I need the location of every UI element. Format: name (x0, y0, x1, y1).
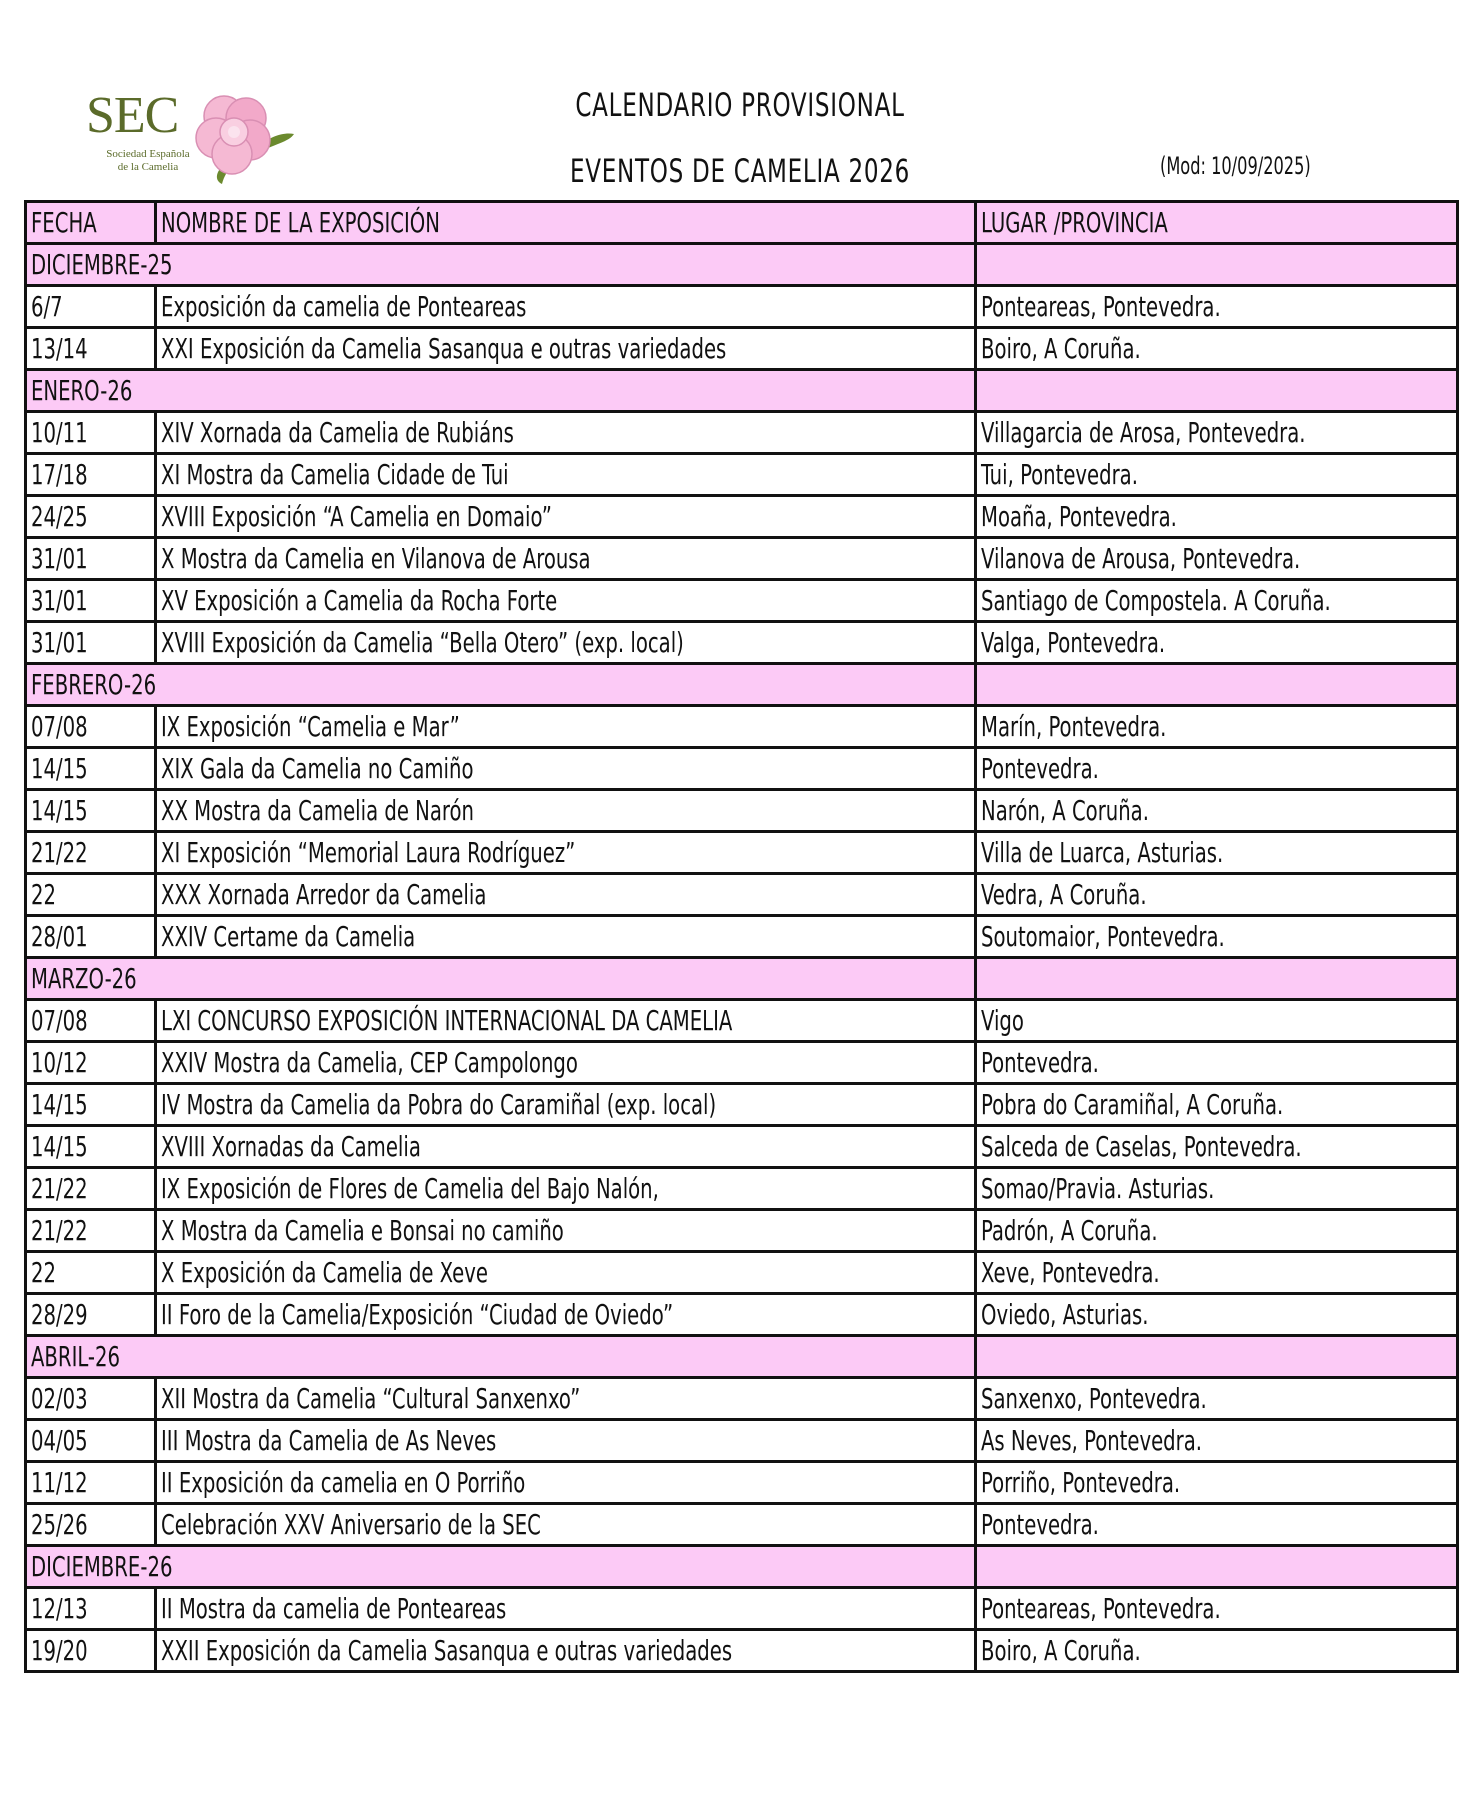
event-name (156, 748, 976, 790)
event-date (26, 1042, 156, 1084)
event-name-text: XV Exposición a Camelia da Rocha Forte (161, 584, 558, 617)
event-date-text: 25/26 (31, 1508, 88, 1541)
event-place (976, 496, 1458, 538)
event-place-text: Sanxenxo, Pontevedra. (981, 1382, 1207, 1415)
event-place (976, 538, 1458, 580)
event-name (156, 1462, 976, 1504)
month-label (26, 244, 976, 286)
event-name (156, 916, 976, 958)
event-name (156, 538, 976, 580)
event-date-text: 31/01 (31, 584, 88, 617)
event-date-text: 07/08 (31, 710, 88, 743)
event-name (156, 1378, 976, 1420)
table-row (26, 1168, 1458, 1210)
event-date (26, 580, 156, 622)
event-place-text: Valga, Pontevedra. (981, 626, 1166, 659)
event-place (976, 1462, 1458, 1504)
event-name-text: XVIII Exposición “A Camelia en Domaio” (161, 500, 552, 533)
table-row (26, 1504, 1458, 1546)
event-name-text: XII Mostra da Camelia “Cultural Sanxenxo” (161, 1382, 581, 1415)
title-line-2: EVENTOS DE CAMELIA 2026 (569, 152, 911, 190)
event-date-text: 17/18 (31, 458, 88, 491)
logo-subtitle-line2: de la Camelia (117, 161, 179, 173)
event-place-text: Vigo (981, 1004, 1024, 1037)
event-name-text: X Mostra da Camelia e Bonsai no camiño (161, 1214, 564, 1247)
event-name (156, 1630, 976, 1672)
table-row (26, 874, 1458, 916)
event-place-text: Vilanova de Arousa, Pontevedra. (981, 542, 1301, 575)
logo-subtitle-line1: Sociedad Española (106, 148, 190, 160)
table-row (26, 1210, 1458, 1252)
event-place (976, 916, 1458, 958)
event-name-text: XI Exposición “Memorial Laura Rodríguez” (161, 836, 576, 869)
logo-letters: SEC (86, 87, 179, 144)
table-row (26, 328, 1458, 370)
event-name-text: XXIV Certame da Camelia (161, 920, 416, 953)
event-place-text: Ponteareas, Pontevedra. (981, 290, 1221, 323)
event-place-text: Marín, Pontevedra. (981, 710, 1167, 743)
event-place (976, 580, 1458, 622)
column-header-date-text: FECHA (31, 206, 97, 239)
event-name-text: Celebración XXV Aniversario de la SEC (161, 1508, 541, 1541)
event-date-text: 31/01 (31, 542, 88, 575)
event-date (26, 622, 156, 664)
table-row (26, 412, 1458, 454)
event-date-text: 31/01 (31, 626, 88, 659)
event-date (26, 748, 156, 790)
event-date (26, 496, 156, 538)
month-row (26, 958, 1458, 1000)
event-date-text: 24/25 (31, 500, 88, 533)
table-header-row (26, 202, 1458, 244)
event-place-text: Pontevedra. (981, 752, 1099, 785)
table-row (26, 286, 1458, 328)
month-label-text: ABRIL-26 (31, 1340, 121, 1373)
event-place (976, 1504, 1458, 1546)
month-row (26, 1546, 1458, 1588)
month-label (26, 958, 976, 1000)
event-date (26, 706, 156, 748)
event-name (156, 1084, 976, 1126)
event-date (26, 1252, 156, 1294)
event-date-text: 13/14 (31, 332, 88, 365)
event-date (26, 832, 156, 874)
event-name-text: XX Mostra da Camelia de Narón (161, 794, 474, 827)
event-place (976, 1252, 1458, 1294)
event-name (156, 1000, 976, 1042)
event-name-text: IV Mostra da Camelia da Pobra do Caramiñal (exp. local) (161, 1088, 717, 1121)
event-place (976, 1084, 1458, 1126)
month-label-text: DICIEMBRE-26 (31, 1550, 173, 1583)
event-name (156, 1252, 976, 1294)
event-date-text: 28/01 (31, 920, 88, 953)
sec-logo (86, 87, 296, 185)
event-name (156, 1420, 976, 1462)
event-place-text: Vedra, A Coruña. (981, 878, 1147, 911)
event-place (976, 1210, 1458, 1252)
modified-date: (Mod: 10/09/2025) (1160, 152, 1311, 180)
event-name-text: Exposición da camelia de Ponteareas (161, 290, 527, 323)
event-place-text: Xeve, Pontevedra. (981, 1256, 1160, 1289)
event-place-text: Tui, Pontevedra. (981, 458, 1138, 491)
event-name (156, 1042, 976, 1084)
event-place (976, 832, 1458, 874)
event-name-text: XIX Gala da Camelia no Camiño (161, 752, 474, 785)
event-place-text: Soutomaior, Pontevedra. (981, 920, 1225, 953)
page-title (560, 72, 920, 204)
event-name (156, 496, 976, 538)
event-name (156, 412, 976, 454)
event-name-text: XVIII Xornadas da Camelia (161, 1130, 421, 1163)
event-date (26, 1630, 156, 1672)
event-date (26, 1462, 156, 1504)
event-place-text: Villa de Luarca, Asturias. (981, 836, 1224, 869)
event-date (26, 286, 156, 328)
event-date-text: 22 (31, 1256, 56, 1289)
event-place-text: Pontevedra. (981, 1046, 1099, 1079)
event-place-text: Salceda de Caselas, Pontevedra. (981, 1130, 1302, 1163)
event-name (156, 706, 976, 748)
event-date (26, 1000, 156, 1042)
month-label (26, 1336, 976, 1378)
event-name-text: III Mostra da Camelia de As Neves (161, 1424, 497, 1457)
table-row (26, 706, 1458, 748)
event-date (26, 1210, 156, 1252)
table-row (26, 622, 1458, 664)
event-name (156, 286, 976, 328)
event-date (26, 454, 156, 496)
event-place (976, 328, 1458, 370)
event-place (976, 748, 1458, 790)
event-place (976, 286, 1458, 328)
event-place-text: Somao/Pravia. Asturias. (981, 1172, 1215, 1205)
event-date (26, 790, 156, 832)
table-row (26, 1630, 1458, 1672)
table-row (26, 580, 1458, 622)
event-name (156, 580, 976, 622)
column-header-date (26, 202, 156, 244)
event-place (976, 1126, 1458, 1168)
event-place-text: Pobra do Caramiñal, A Coruña. (981, 1088, 1284, 1121)
event-name-text: XIV Xornada da Camelia de Rubiáns (161, 416, 514, 449)
event-name (156, 1210, 976, 1252)
event-date-text: 21/22 (31, 1214, 88, 1247)
event-date-text: 11/12 (31, 1466, 88, 1499)
event-name (156, 454, 976, 496)
event-place (976, 1630, 1458, 1672)
table-row (26, 748, 1458, 790)
month-label-text: DICIEMBRE-25 (31, 248, 173, 281)
events-table-body (26, 202, 1458, 1672)
table-row (26, 1084, 1458, 1126)
event-date-text: 12/13 (31, 1592, 88, 1625)
event-date (26, 1126, 156, 1168)
event-name-text: XXII Exposición da Camelia Sasanqua e outras variedades (161, 1634, 733, 1667)
event-name-text: XXI Exposición da Camelia Sasanqua e outras variedades (161, 332, 727, 365)
event-name-text: XVIII Exposición da Camelia “Bella Otero” (exp. local) (161, 626, 684, 659)
event-name-text: IX Exposición “Camelia e Mar” (161, 710, 460, 743)
event-date-text: 02/03 (31, 1382, 88, 1415)
event-place (976, 706, 1458, 748)
event-date-text: 22 (31, 878, 56, 911)
event-place (976, 622, 1458, 664)
event-place-text: Porriño, Pontevedra. (981, 1466, 1181, 1499)
table-row (26, 1462, 1458, 1504)
table-row (26, 1588, 1458, 1630)
event-name (156, 1504, 976, 1546)
table-row (26, 1420, 1458, 1462)
table-row (26, 1252, 1458, 1294)
event-name-text: XI Mostra da Camelia Cidade de Tui (161, 458, 509, 491)
event-date (26, 1588, 156, 1630)
event-date-text: 14/15 (31, 752, 88, 785)
event-place-text: Boiro, A Coruña. (981, 1634, 1141, 1667)
column-header-name (156, 202, 976, 244)
column-header-name-text: NOMBRE DE LA EXPOSICIÓN (161, 206, 440, 239)
event-date-text: 14/15 (31, 1088, 88, 1121)
column-header-place-text: LUGAR /PROVINCIA (981, 206, 1168, 239)
event-date (26, 874, 156, 916)
month-label (26, 370, 976, 412)
event-place (976, 1420, 1458, 1462)
event-date (26, 1504, 156, 1546)
event-name (156, 1126, 976, 1168)
table-row (26, 1042, 1458, 1084)
month-label-text: FEBRERO-26 (31, 668, 157, 701)
month-place-empty (976, 1336, 1458, 1378)
event-date (26, 1294, 156, 1336)
event-place (976, 454, 1458, 496)
event-name-text: LXI CONCURSO EXPOSICIÓN INTERNACIONAL DA CAMELIA (161, 1004, 733, 1037)
event-place (976, 412, 1458, 454)
event-date (26, 412, 156, 454)
event-place (976, 1378, 1458, 1420)
event-date (26, 538, 156, 580)
event-name (156, 790, 976, 832)
event-date (26, 1420, 156, 1462)
event-date (26, 916, 156, 958)
event-name-text: II Foro de la Camelia/Exposición “Ciudad de Oviedo” (161, 1298, 674, 1331)
event-date-text: 10/12 (31, 1046, 88, 1079)
table-row (26, 1126, 1458, 1168)
title-line-1: CALENDARIO PROVISIONAL (575, 86, 905, 124)
event-date-text: 6/7 (31, 290, 63, 323)
month-place-empty (976, 370, 1458, 412)
event-date (26, 1378, 156, 1420)
event-name-text: X Exposición da Camelia de Xeve (161, 1256, 488, 1289)
month-place-empty (976, 1546, 1458, 1588)
table-row (26, 538, 1458, 580)
table-row (26, 916, 1458, 958)
table-row (26, 1294, 1458, 1336)
event-place-text: Santiago de Compostela. A Coruña. (981, 584, 1331, 617)
event-date-text: 10/11 (31, 416, 88, 449)
month-label (26, 664, 976, 706)
event-place (976, 790, 1458, 832)
event-date-text: 19/20 (31, 1634, 88, 1667)
event-place-text: Moaña, Pontevedra. (981, 500, 1177, 533)
logo-subtitle (88, 148, 208, 174)
event-name (156, 832, 976, 874)
event-name-text: II Mostra da camelia de Ponteareas (161, 1592, 507, 1625)
month-row (26, 664, 1458, 706)
event-name-text: II Exposición da camelia en O Porriño (161, 1466, 526, 1499)
event-name-text: X Mostra da Camelia en Vilanova de Arousa (161, 542, 591, 575)
event-name (156, 1588, 976, 1630)
month-row (26, 244, 1458, 286)
event-name-text: IX Exposición de Flores de Camelia del Bajo Nalón, (161, 1172, 659, 1205)
event-place-text: As Neves, Pontevedra. (981, 1424, 1203, 1457)
month-label-text: MARZO-26 (31, 962, 137, 995)
event-name (156, 622, 976, 664)
event-place (976, 1000, 1458, 1042)
month-row (26, 1336, 1458, 1378)
table-row (26, 1000, 1458, 1042)
event-place-text: Pontevedra. (981, 1508, 1099, 1541)
month-place-empty (976, 958, 1458, 1000)
camellia-flower-icon (194, 94, 294, 184)
event-date-text: 14/15 (31, 1130, 88, 1163)
month-place-empty (976, 244, 1458, 286)
event-place-text: Narón, A Coruña. (981, 794, 1149, 827)
event-name (156, 1168, 976, 1210)
event-date (26, 1168, 156, 1210)
table-row (26, 832, 1458, 874)
event-date (26, 1084, 156, 1126)
event-name (156, 328, 976, 370)
event-place-text: Padrón, A Coruña. (981, 1214, 1158, 1247)
table-row (26, 496, 1458, 538)
event-name (156, 874, 976, 916)
event-place-text: Ponteareas, Pontevedra. (981, 1592, 1221, 1625)
event-name-text: XXX Xornada Arredor da Camelia (161, 878, 487, 911)
event-place (976, 1294, 1458, 1336)
event-date-text: 04/05 (31, 1424, 88, 1457)
event-place-text: Villagarcia de Arosa, Pontevedra. (981, 416, 1306, 449)
month-label-text: ENERO-26 (31, 374, 133, 407)
event-date-text: 14/15 (31, 794, 88, 827)
event-date-text: 21/22 (31, 836, 88, 869)
month-label (26, 1546, 976, 1588)
event-date (26, 328, 156, 370)
month-place-empty (976, 664, 1458, 706)
month-row (26, 370, 1458, 412)
table-row (26, 790, 1458, 832)
column-header-place (976, 202, 1458, 244)
events-table (24, 200, 1459, 1673)
table-row (26, 1378, 1458, 1420)
table-row (26, 454, 1458, 496)
event-date-text: 28/29 (31, 1298, 88, 1331)
event-date-text: 07/08 (31, 1004, 88, 1037)
event-place (976, 874, 1458, 916)
event-name-text: XXIV Mostra da Camelia, CEP Campolongo (161, 1046, 578, 1079)
event-place (976, 1042, 1458, 1084)
event-place (976, 1588, 1458, 1630)
event-name (156, 1294, 976, 1336)
event-date-text: 21/22 (31, 1172, 88, 1205)
event-place-text: Oviedo, Asturias. (981, 1298, 1149, 1331)
event-place-text: Boiro, A Coruña. (981, 332, 1141, 365)
event-place (976, 1168, 1458, 1210)
